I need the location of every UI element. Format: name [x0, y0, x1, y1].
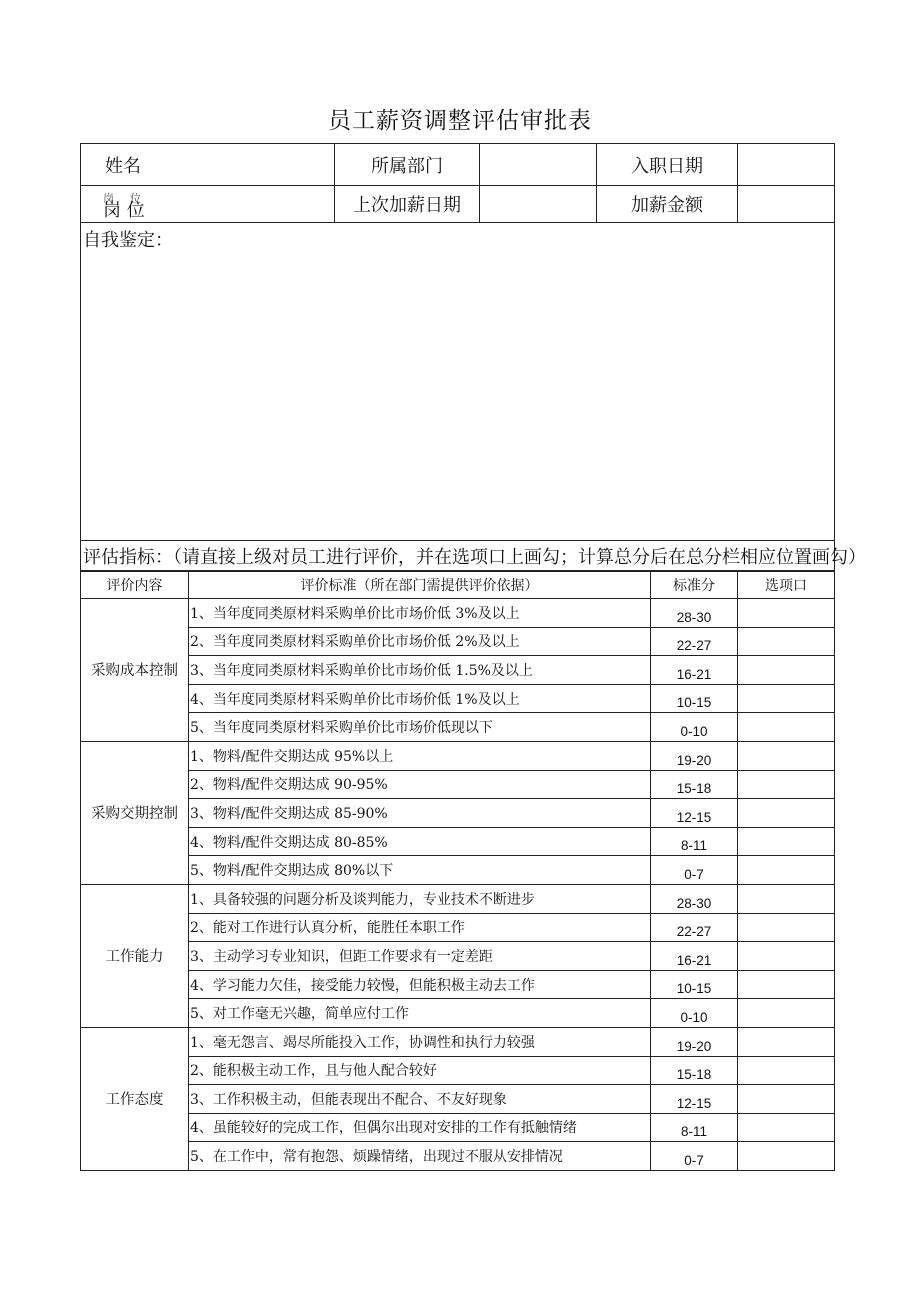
criterion-cell: 1、具备较强的问题分析及谈判能力，专业技术不断进步: [189, 884, 651, 913]
score-cell: 22-27: [651, 627, 738, 656]
option-checkbox-cell[interactable]: [738, 684, 835, 713]
table-row: [81, 799, 835, 828]
department-field[interactable]: [480, 144, 597, 186]
table-row: [81, 942, 835, 971]
table-row: [81, 884, 835, 913]
option-checkbox-cell[interactable]: [738, 799, 835, 828]
table-row: [81, 713, 835, 742]
self-evaluation-label: 自我鉴定：: [83, 230, 173, 251]
evaluation-header-row: [81, 572, 835, 599]
evaluation-instructions: 评估指标：（请直接上级对员工进行评价，并在选项口上画勾；计算总分后在总分栏相应位置画勾）: [81, 541, 835, 571]
criterion-cell: 3、工作积极主动，但能表现出不配合、不友好现象: [189, 1085, 651, 1114]
score-cell: 16-21: [651, 942, 738, 971]
table-row: [81, 1142, 835, 1171]
option-checkbox-cell[interactable]: [738, 627, 835, 656]
criterion-cell: 2、物料/配件交期达成 90-95%: [189, 770, 651, 799]
score-cell: 22-27: [651, 913, 738, 942]
criterion-cell: 5、物料/配件交期达成 80%以下: [189, 856, 651, 885]
option-checkbox-cell[interactable]: [738, 1085, 835, 1114]
evaluation-table: [80, 571, 835, 1171]
criterion-cell: 3、物料/配件交期达成 85-90%: [189, 799, 651, 828]
score-cell: 0-7: [651, 856, 738, 885]
criterion-cell: 4、当年度同类原材料采购单价比市场价低 1%及以上: [189, 684, 651, 713]
option-checkbox-cell[interactable]: [738, 1142, 835, 1171]
position-overprint: 岗位: [103, 191, 157, 203]
score-cell: 0-10: [651, 999, 738, 1028]
raise-amount-label: 加薪金额: [597, 186, 738, 223]
table-row: [81, 1056, 835, 1085]
category-cell: 工作态度: [81, 1027, 189, 1170]
raise-amount-field[interactable]: [738, 186, 835, 223]
option-checkbox-cell[interactable]: [738, 741, 835, 770]
option-checkbox-cell[interactable]: [738, 770, 835, 799]
criterion-cell: 3、当年度同类原材料采购单价比市场价低 1.5%及以上: [189, 656, 651, 685]
category-cell: 采购交期控制: [81, 741, 189, 884]
position-label: 岗 位: [103, 199, 145, 221]
score-cell: 12-15: [651, 1085, 738, 1114]
criterion-cell: 5、在工作中，常有抱怨、烦躁情绪，出现过不服从安排情况: [189, 1142, 651, 1171]
table-row: [81, 827, 835, 856]
score-cell: 28-30: [651, 884, 738, 913]
category-cell: 采购成本控制: [81, 599, 189, 742]
score-cell: 8-11: [651, 827, 738, 856]
criterion-cell: 2、当年度同类原材料采购单价比市场价低 2%及以上: [189, 627, 651, 656]
header-standard-score: 标准分: [651, 572, 738, 599]
name-label: 姓名: [81, 144, 335, 186]
table-row: [81, 1027, 835, 1056]
table-row: [81, 656, 835, 685]
criterion-cell: 1、当年度同类原材料采购单价比市场价低 3%及以上: [189, 599, 651, 628]
category-cell: 工作能力: [81, 884, 189, 1027]
score-cell: 15-18: [651, 1056, 738, 1085]
option-checkbox-cell[interactable]: [738, 1113, 835, 1142]
option-checkbox-cell[interactable]: [738, 827, 835, 856]
option-checkbox-cell[interactable]: [738, 1027, 835, 1056]
last-raise-date-field[interactable]: [480, 186, 597, 223]
criterion-cell: 5、当年度同类原材料采购单价比市场价低现以下: [189, 713, 651, 742]
score-cell: 10-15: [651, 684, 738, 713]
last-raise-date-label: 上次加薪日期: [335, 186, 480, 223]
score-cell: 12-15: [651, 799, 738, 828]
option-checkbox-cell[interactable]: [738, 856, 835, 885]
header-option: 选项口: [738, 572, 835, 599]
option-checkbox-cell[interactable]: [738, 713, 835, 742]
score-cell: 15-18: [651, 770, 738, 799]
table-row: [81, 970, 835, 999]
criterion-cell: 4、虽能较好的完成工作，但偶尔出现对安排的工作有抵触情绪: [189, 1113, 651, 1142]
form-title: 员工薪资调整评估审批表: [328, 108, 592, 134]
self-evaluation-area[interactable]: [81, 223, 835, 541]
criterion-cell: 2、能对工作进行认真分析，能胜任本职工作: [189, 913, 651, 942]
header-criteria: 评价标准（所在部门需提供评价依据）: [189, 572, 651, 599]
score-cell: 8-11: [651, 1113, 738, 1142]
hire-date-field[interactable]: [738, 144, 835, 186]
hire-date-label: 入职日期: [597, 144, 738, 186]
option-checkbox-cell[interactable]: [738, 970, 835, 999]
criterion-cell: 1、物料/配件交期达成 95%以上: [189, 741, 651, 770]
criterion-cell: 1、毫无怨言、竭尽所能投入工作，协调性和执行力较强: [189, 1027, 651, 1056]
table-row: [81, 1113, 835, 1142]
option-checkbox-cell[interactable]: [738, 942, 835, 971]
table-row: [81, 1085, 835, 1114]
score-cell: 10-15: [651, 970, 738, 999]
option-checkbox-cell[interactable]: [738, 656, 835, 685]
option-checkbox-cell[interactable]: [738, 884, 835, 913]
option-checkbox-cell[interactable]: [738, 913, 835, 942]
option-checkbox-cell[interactable]: [738, 599, 835, 628]
criterion-cell: 2、能积极主动工作，且与他人配合较好: [189, 1056, 651, 1085]
option-checkbox-cell[interactable]: [738, 1056, 835, 1085]
table-row: [81, 770, 835, 799]
table-row: [81, 684, 835, 713]
table-row: [81, 856, 835, 885]
table-row: [81, 913, 835, 942]
criterion-cell: 4、物料/配件交期达成 80-85%: [189, 827, 651, 856]
criterion-cell: 3、主动学习专业知识，但距工作要求有一定差距: [189, 942, 651, 971]
score-cell: 0-10: [651, 713, 738, 742]
score-cell: 19-20: [651, 1027, 738, 1056]
table-row: [81, 741, 835, 770]
score-cell: 0-7: [651, 1142, 738, 1171]
criterion-cell: 5、对工作毫无兴趣，简单应付工作: [189, 999, 651, 1028]
table-row: [81, 627, 835, 656]
score-cell: 19-20: [651, 741, 738, 770]
header-info-table: [80, 143, 866, 571]
position-label-cell: [81, 186, 335, 223]
score-cell: 28-30: [651, 599, 738, 628]
department-label: 所属部门: [335, 144, 480, 186]
criterion-cell: 4、学习能力欠佳，接受能力较慢，但能积极主动去工作: [189, 970, 651, 999]
option-checkbox-cell[interactable]: [738, 999, 835, 1028]
table-row: [81, 599, 835, 628]
header-content: 评价内容: [81, 572, 189, 599]
score-cell: 16-21: [651, 656, 738, 685]
table-row: [81, 999, 835, 1028]
